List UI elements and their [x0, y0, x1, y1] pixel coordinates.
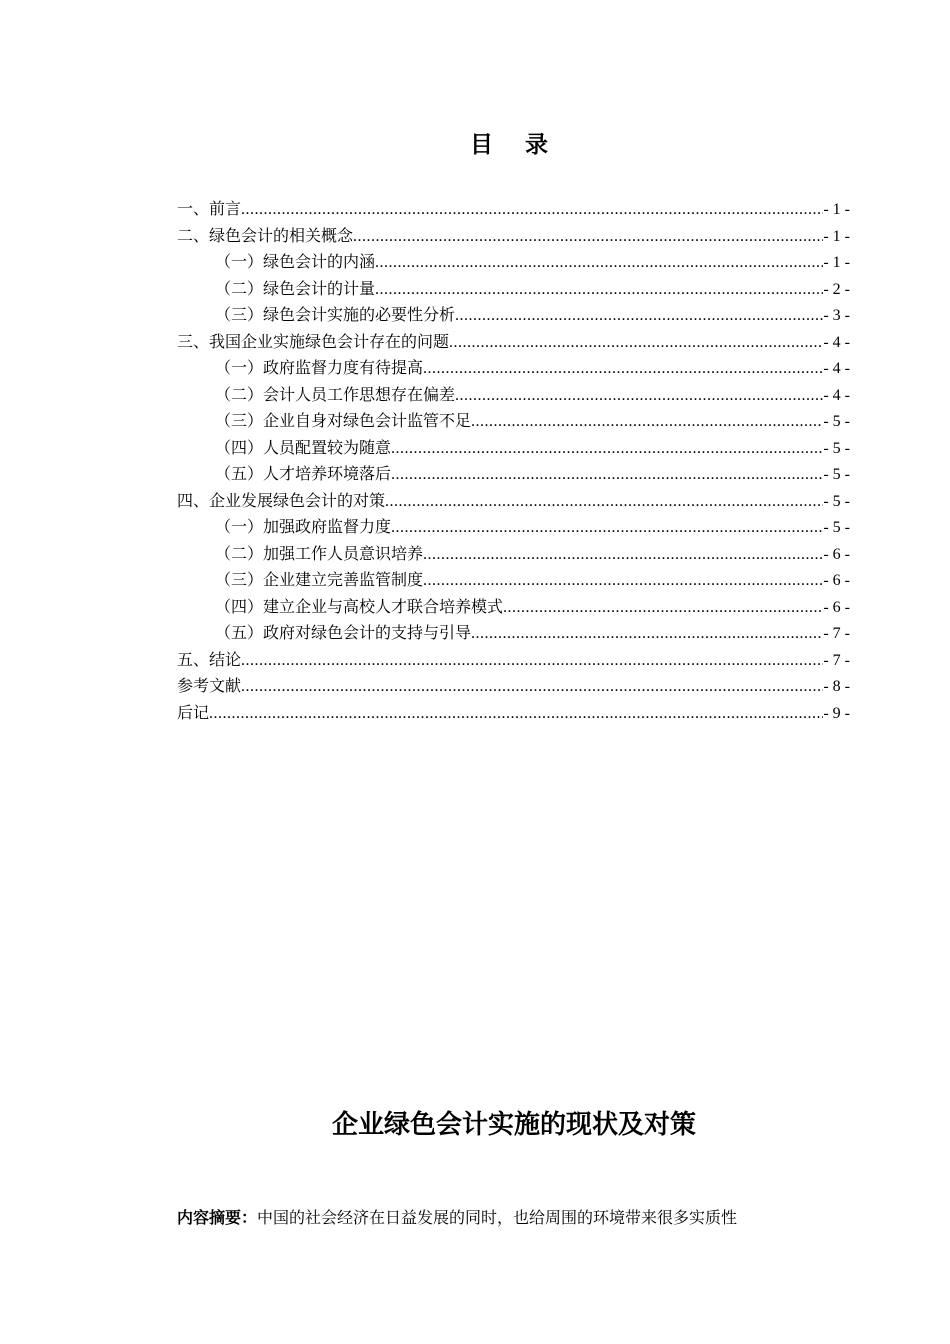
toc-dot-leader: [455, 383, 823, 410]
toc-dot-leader: [423, 542, 823, 569]
toc-entry-label: 后记: [177, 702, 210, 722]
toc-dot-leader: [241, 674, 823, 701]
toc-entry-label: （四）建立企业与高校人才联合培养模式: [215, 596, 504, 616]
toc-entry[interactable]: [177, 700, 850, 727]
toc-dot-leader: [391, 436, 823, 463]
toc-entry[interactable]: [177, 329, 850, 356]
toc-dot-leader: [241, 197, 823, 224]
toc-entry-page: - 7 -: [823, 625, 850, 642]
toc-entry-page: - 5 -: [823, 519, 850, 536]
toc-entry[interactable]: [177, 382, 850, 409]
toc-entry[interactable]: [177, 196, 850, 223]
toc-dot-leader: [209, 701, 823, 728]
abstract: [177, 1205, 867, 1228]
toc-entry-page: - 3 -: [823, 307, 850, 324]
toc-entry-page: - 5 -: [823, 439, 850, 457]
toc-dot-leader: [449, 330, 823, 357]
toc-entry[interactable]: [177, 435, 850, 462]
toc-entry[interactable]: [177, 488, 850, 515]
toc-entry-label: （三）企业自身对绿色会计监管不足: [215, 411, 472, 430]
toc-entry[interactable]: [177, 276, 850, 303]
toc-dot-leader: [455, 303, 823, 330]
toc-title: 目 录: [469, 131, 560, 158]
toc-entry-label: 五、结论: [177, 649, 242, 669]
toc-entry-page: - 6 -: [823, 598, 850, 616]
toc-dot-leader: [471, 621, 823, 648]
toc-dot-leader: [423, 356, 823, 383]
toc-entry[interactable]: [177, 249, 850, 276]
toc-entry[interactable]: [177, 620, 850, 647]
toc-entry-label: （一）政府监督力度有待提高: [215, 358, 424, 377]
toc-dot-leader: [375, 277, 823, 304]
toc-entry-label: 参考文献: [177, 676, 242, 695]
toc-entry-label: （二）会计人员工作思想存在偏差: [215, 384, 456, 404]
toc-entry-page: - 9 -: [823, 704, 850, 722]
toc-entry[interactable]: [177, 541, 850, 568]
toc-entry[interactable]: [177, 647, 850, 674]
toc-entry-page: - 5 -: [823, 466, 850, 483]
toc-entry-page: - 4 -: [823, 386, 850, 404]
toc-entry-label: （五）政府对绿色会计的支持与引导: [215, 623, 472, 642]
toc-entry-page: - 2 -: [823, 280, 850, 298]
toc-entry-label: （二）绿色会计的计量: [215, 278, 376, 298]
toc-entry-page: - 8 -: [823, 678, 850, 695]
toc-entry[interactable]: [177, 408, 850, 435]
toc-entry-page: - 1 -: [823, 201, 850, 218]
toc-entry-page: - 1 -: [823, 254, 850, 271]
toc-entry-label: 四、企业发展绿色会计的对策: [177, 490, 386, 510]
toc-entry-label: 二、绿色会计的相关概念: [177, 225, 354, 245]
abstract-text: 中国的社会经济在日益发展的同时，也给周围的环境带来很多实质性: [257, 1208, 738, 1227]
toc-entry[interactable]: [177, 673, 850, 700]
toc-entry[interactable]: [177, 567, 850, 594]
toc-entry-page: - 4 -: [823, 360, 850, 377]
paper-title: 企业绿色会计实施的现状及对策: [331, 1110, 696, 1140]
toc-entry-label: 三、我国企业实施绿色会计存在的问题: [177, 331, 450, 351]
toc-entry-page: - 6 -: [823, 545, 850, 563]
toc-entry-label: （三）企业建立完善监管制度: [215, 570, 424, 589]
toc-dot-leader: [385, 489, 823, 516]
toc-entry-page: - 5 -: [823, 492, 850, 510]
toc-entry-page: - 5 -: [823, 413, 850, 430]
toc-entry[interactable]: [177, 355, 850, 382]
toc-dot-leader: [375, 250, 823, 277]
toc-entry-label: （二）加强工作人员意识培养: [215, 543, 424, 563]
toc-entry-page: - 1 -: [823, 227, 850, 245]
toc-dot-leader: [391, 462, 823, 489]
toc-dot-leader: [471, 409, 823, 436]
toc-entry-label: （四）人员配置较为随意: [215, 437, 392, 457]
toc-entry-label: （一）绿色会计的内涵: [215, 252, 376, 271]
toc-entry-page: - 6 -: [823, 572, 850, 589]
toc-entry[interactable]: [177, 461, 850, 488]
toc-entry[interactable]: [177, 223, 850, 250]
toc-dot-leader: [241, 648, 823, 675]
table-of-contents: [177, 196, 850, 726]
toc-dot-leader: [423, 568, 823, 595]
toc-dot-leader: [503, 595, 823, 622]
toc-entry-label: 一、前言: [177, 199, 242, 218]
toc-entry-page: - 7 -: [823, 651, 850, 669]
toc-dot-leader: [391, 515, 823, 542]
toc-entry[interactable]: [177, 594, 850, 621]
abstract-label: 内容摘要：: [177, 1208, 258, 1227]
toc-entry[interactable]: [177, 302, 850, 329]
toc-entry-label: （五）人才培养环境落后: [215, 464, 392, 483]
toc-entry-label: （三）绿色会计实施的必要性分析: [215, 305, 456, 324]
toc-dot-leader: [353, 224, 823, 251]
toc-entry-label: （一）加强政府监督力度: [215, 517, 392, 536]
toc-entry[interactable]: [177, 514, 850, 541]
toc-entry-page: - 4 -: [823, 333, 850, 351]
